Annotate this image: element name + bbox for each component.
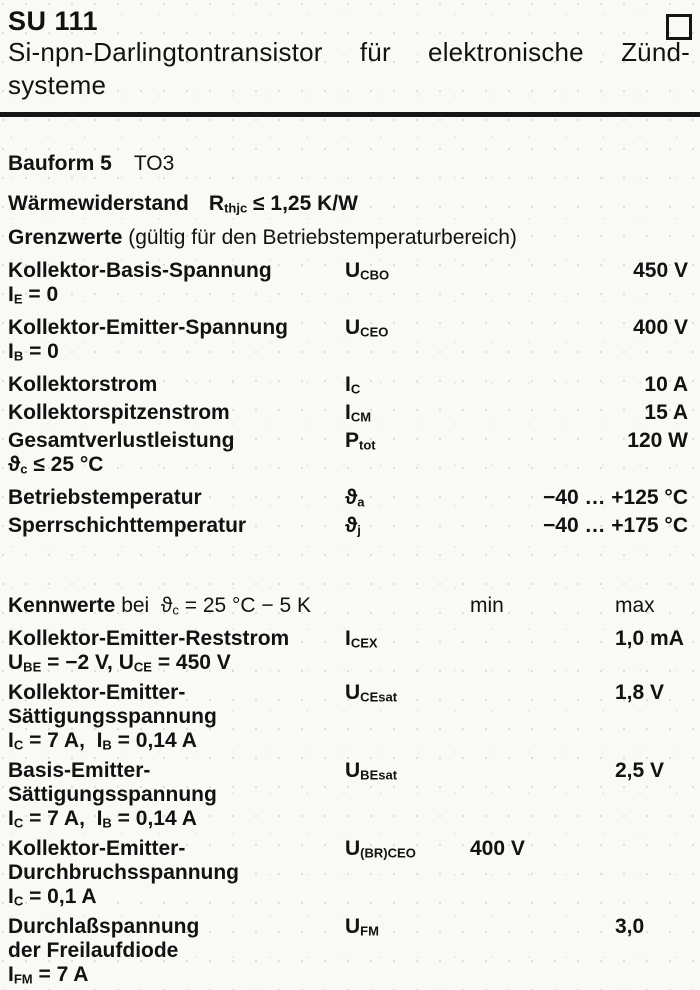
corner-square-marker <box>666 14 692 40</box>
param-label: Kollektor-Emitter- <box>8 681 186 704</box>
param-label: Kollektor-Emitter-Reststrom <box>8 627 290 650</box>
param-label: Kollektorspitzenstrom <box>8 401 230 424</box>
limits-table <box>8 259 690 538</box>
param-label: Basis-Emitter- <box>8 759 151 782</box>
param-cell <box>8 837 345 909</box>
package-value: TO3 <box>133 152 175 175</box>
param-max-value: 1,8 V <box>615 681 665 704</box>
device-description <box>8 36 690 102</box>
param-symbol: $U_{FM}$ <box>345 915 379 939</box>
param-label: Sperrschichttemperatur <box>8 514 247 537</box>
package-label: Bauform 5 <box>8 152 112 175</box>
param-condition: $I_C = 0,1$ A <box>8 885 97 909</box>
thermal-label: Wärmewiderstand <box>8 192 189 215</box>
param-label: Gesamtverlustleistung <box>8 429 235 452</box>
device-description-line1: Si-npn-Darlingtontransistor für elektronische Zünd- <box>8 37 690 67</box>
param-symbol: $I_C$ <box>345 373 361 397</box>
param-label-line2: der Freilaufdiode <box>8 939 179 962</box>
table-row <box>8 681 690 753</box>
param-value: 15 A <box>644 401 688 424</box>
param-label: Kollektor-Emitter- <box>8 837 186 860</box>
param-symbol: $I_{CEX}$ <box>345 627 378 651</box>
param-label: Kollektor-Basis-Spannung <box>8 259 272 282</box>
param-label-line2: Sättigungsspannung <box>8 705 217 728</box>
param-min-value: 400 V <box>470 837 525 860</box>
param-symbol: $P_{tot}$ <box>345 429 376 453</box>
param-label: Kollektor-Emitter-Spannung <box>8 316 289 339</box>
characteristics-title: Kennwerte <box>8 594 116 617</box>
column-header-max: max <box>615 594 655 617</box>
param-symbol: $U_{(BR)CEO}$ <box>345 837 416 861</box>
param-cell <box>8 759 345 831</box>
param-value: −40 … +175 °C <box>543 514 688 537</box>
param-cell <box>8 627 345 675</box>
param-value: −40 … +125 °C <box>543 486 688 509</box>
param-min-value <box>470 681 615 753</box>
table-row <box>8 514 690 538</box>
param-cell <box>8 316 345 364</box>
param-max-value: 1,0 mA <box>615 627 684 650</box>
param-condition: $U_{BE} = -2$ V, $U_{CE} = 450$ V <box>8 651 231 675</box>
param-cell <box>8 259 345 307</box>
param-condition: $I_{FM} = 7$ A <box>8 963 89 987</box>
param-label-line2: Sättigungsspannung <box>8 783 217 806</box>
thermal-expression: $R_{thjc} \le 1,25$ K/W <box>208 192 358 216</box>
table-row <box>8 759 690 831</box>
table-row <box>8 837 690 909</box>
package-line <box>8 151 690 176</box>
column-header-min: min <box>470 594 504 617</box>
param-label: Durchlaßspannung <box>8 915 200 938</box>
page-title: SU 111 <box>8 6 99 36</box>
param-symbol: $U_{CEO}$ <box>345 316 389 340</box>
table-row <box>8 316 690 364</box>
param-condition: $I_B = 0$ <box>8 340 59 364</box>
table-row <box>8 486 690 510</box>
thermal-resistance-line <box>8 191 690 216</box>
characteristics-section-heading <box>8 593 690 619</box>
param-value: 450 V <box>633 259 688 282</box>
param-symbol: $U_{BEsat}$ <box>345 759 398 783</box>
characteristics-condition: bei $ϑ_c = 25$ °C − 5 K <box>115 594 312 618</box>
limits-title: Grenzwerte <box>8 226 123 249</box>
table-row <box>8 627 690 675</box>
limits-section-heading <box>8 225 690 250</box>
param-symbol: $U_{CEsat}$ <box>345 681 398 705</box>
table-row <box>8 429 690 477</box>
characteristics-table <box>8 627 690 987</box>
divider-rule <box>0 112 700 117</box>
param-cell <box>8 915 345 987</box>
param-condition: $I_C = 7$ A, $I_B = 0,14$ A <box>8 729 197 753</box>
param-max-value: 3,0 <box>615 915 645 938</box>
param-value: 400 V <box>633 316 688 339</box>
table-row <box>8 373 690 397</box>
param-min-value <box>470 759 615 831</box>
table-row <box>8 401 690 425</box>
param-max-value: 2,5 V <box>615 759 665 782</box>
param-condition: $I_C = 7$ A, $I_B = 0,14$ A <box>8 807 197 831</box>
param-symbol: $I_{CM}$ <box>345 401 372 425</box>
device-description-line2: systeme <box>8 70 107 100</box>
param-label-line2: Durchbruchsspannung <box>8 861 240 884</box>
param-value: 10 A <box>644 373 688 396</box>
param-max-value <box>615 837 690 909</box>
param-value: 120 W <box>627 429 688 452</box>
table-row <box>8 259 690 307</box>
param-condition: $I_E = 0$ <box>8 283 59 307</box>
limits-title-note: (gültig für den Betriebstemperaturbereich) <box>122 226 517 249</box>
param-min-value <box>470 627 615 675</box>
param-cell <box>8 681 345 753</box>
param-min-value <box>470 915 615 987</box>
param-symbol: $ϑ_j$ <box>345 514 361 538</box>
table-row <box>8 915 690 987</box>
param-symbol: $ϑ_a$ <box>345 486 365 510</box>
param-cell <box>8 429 345 477</box>
param-label: Betriebstemperatur <box>8 486 202 509</box>
param-symbol: $U_{CBO}$ <box>345 259 390 283</box>
characteristics-title-line <box>8 593 470 619</box>
param-condition: $ϑ_c \le 25$ °C <box>8 453 104 477</box>
param-label: Kollektorstrom <box>8 373 158 396</box>
